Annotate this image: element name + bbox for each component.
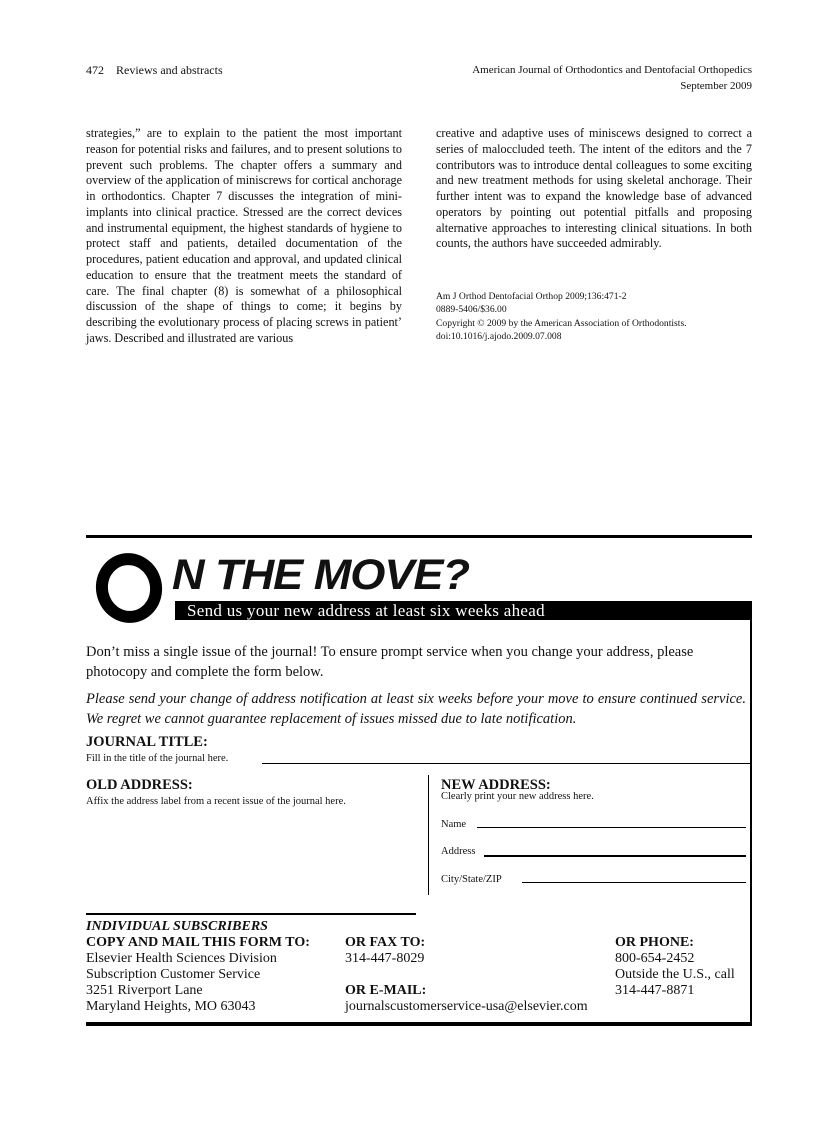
article-text: creative and adaptive uses of miniscews designed to correct a series of maloccluded teeth. The intent of the editors and the 7 contributors was to introduce dental colleagues to some exciting and new treatment methods for using skeletal anchorage. Their further intent was to expand the knowledge base of advanced operators by pointing out potential pitfalls and proposing alternative approaches to interesting clinical situations. In both counts, the authors have succeeded admirably. (436, 126, 752, 251)
new-address-hint: Clearly print your new address here. (441, 791, 594, 802)
address-label: Address (441, 846, 476, 857)
old-address-hint: Affix the address label from a recent issue of the journal here. (86, 796, 346, 807)
citation-line: doi:10.1016/j.ajodo.2009.07.008 (436, 331, 562, 343)
email-address[interactable]: journalscustomerservice-usa@elsevier.com (345, 999, 588, 1014)
article-left-column (86, 126, 402, 347)
address-divider (428, 775, 429, 895)
form-intro: Don’t miss a single issue of the journal! To ensure prompt service when you change your address, please photocopy and complete the form below. (86, 644, 694, 680)
issue-date: September 2009 (680, 80, 752, 92)
running-header-right (472, 62, 752, 94)
running-header-left (86, 62, 223, 78)
form-title: N THE MOVE? (172, 551, 469, 599)
city-label: City/State/ZIP (441, 874, 502, 885)
name-label: Name (441, 819, 467, 830)
mail-line: Elsevier Health Sciences Division (86, 951, 277, 966)
subscribers-label: INDIVIDUAL SUBSCRIBERS (86, 919, 268, 934)
citation-line: 0889-5406/$36.00 (436, 304, 507, 316)
journal-title-hint: Fill in the title of the journal here. (86, 753, 229, 764)
form-bottom-rule (86, 1022, 752, 1026)
phone-block (615, 935, 735, 999)
name-field[interactable] (477, 827, 746, 828)
new-address-label: NEW ADDRESS: (441, 777, 551, 793)
journal-name: American Journal of Orthodontics and Dentofacial Orthopedics (472, 64, 752, 76)
address-field[interactable] (484, 855, 746, 857)
email-label: OR E-MAIL: (345, 983, 427, 998)
citation-line: Am J Orthod Dentofacial Orthop 2009;136:471-2 (436, 291, 627, 302)
phone-label: OR PHONE: (615, 935, 694, 950)
mail-block (86, 935, 310, 1015)
phone-number: 800-654-2452 (615, 951, 695, 966)
journal-title-field[interactable] (262, 763, 750, 764)
article-right-column (436, 126, 752, 252)
form-banner: Send us your new address at least six weeks ahead (175, 601, 752, 620)
mail-line: Maryland Heights, MO 63043 (86, 999, 256, 1014)
citation-line: Copyright © 2009 by the American Association of Orthodontists. (436, 317, 687, 329)
subscribers-rule (86, 913, 416, 915)
phone-outside-number: 314-447-8871 (615, 983, 695, 998)
mail-label: COPY AND MAIL THIS FORM TO: (86, 935, 310, 950)
citation-block (436, 290, 687, 344)
title-initial-o (89, 547, 168, 629)
fax-number: 314-447-8029 (345, 951, 425, 966)
mail-line: Subscription Customer Service (86, 967, 261, 982)
page-number: 472 (86, 63, 104, 77)
journal-title-label: JOURNAL TITLE: (86, 734, 208, 750)
city-field[interactable] (522, 882, 746, 883)
old-address-label: OLD ADDRESS: (86, 777, 193, 793)
phone-outside-label: Outside the U.S., call (615, 967, 735, 982)
article-text: strategies,” are to explain to the patient the most important reason for potential risks and failures, and to present solutions to prevent such problems. The chapter offers a summary and overview of the application of miniscrews for cortical anchorage in orthodontics. Chapter 7 discusses the integration of mini-implants into clinical practice. Stressed are the correct devices and instrumental equipment, the highest standards of hygiene to protect staff and patients, detailed documentation of the procedures, patient education and approval, and updated clinical education to ensure that the treatment meets the standard of care. The final chapter (8) is somewhat of a philosophical discussion of the shape of things to come; it begins by describing the evolutionary process of placing screws in patient’ jaws. Described and illustrated are various (86, 126, 402, 345)
mail-line: 3251 Riverport Lane (86, 983, 203, 998)
form-notice: Please send your change of address notification at least six weeks before your move to ensure continued service. We regret we cannot guarantee replacement of issues missed due to late notification. (86, 691, 746, 727)
form-top-rule (86, 535, 752, 538)
fax-label: OR FAX TO: (345, 935, 426, 950)
fax-email-block (345, 935, 588, 1015)
section-title: Reviews and abstracts (116, 63, 223, 77)
form-right-border (750, 601, 752, 1025)
